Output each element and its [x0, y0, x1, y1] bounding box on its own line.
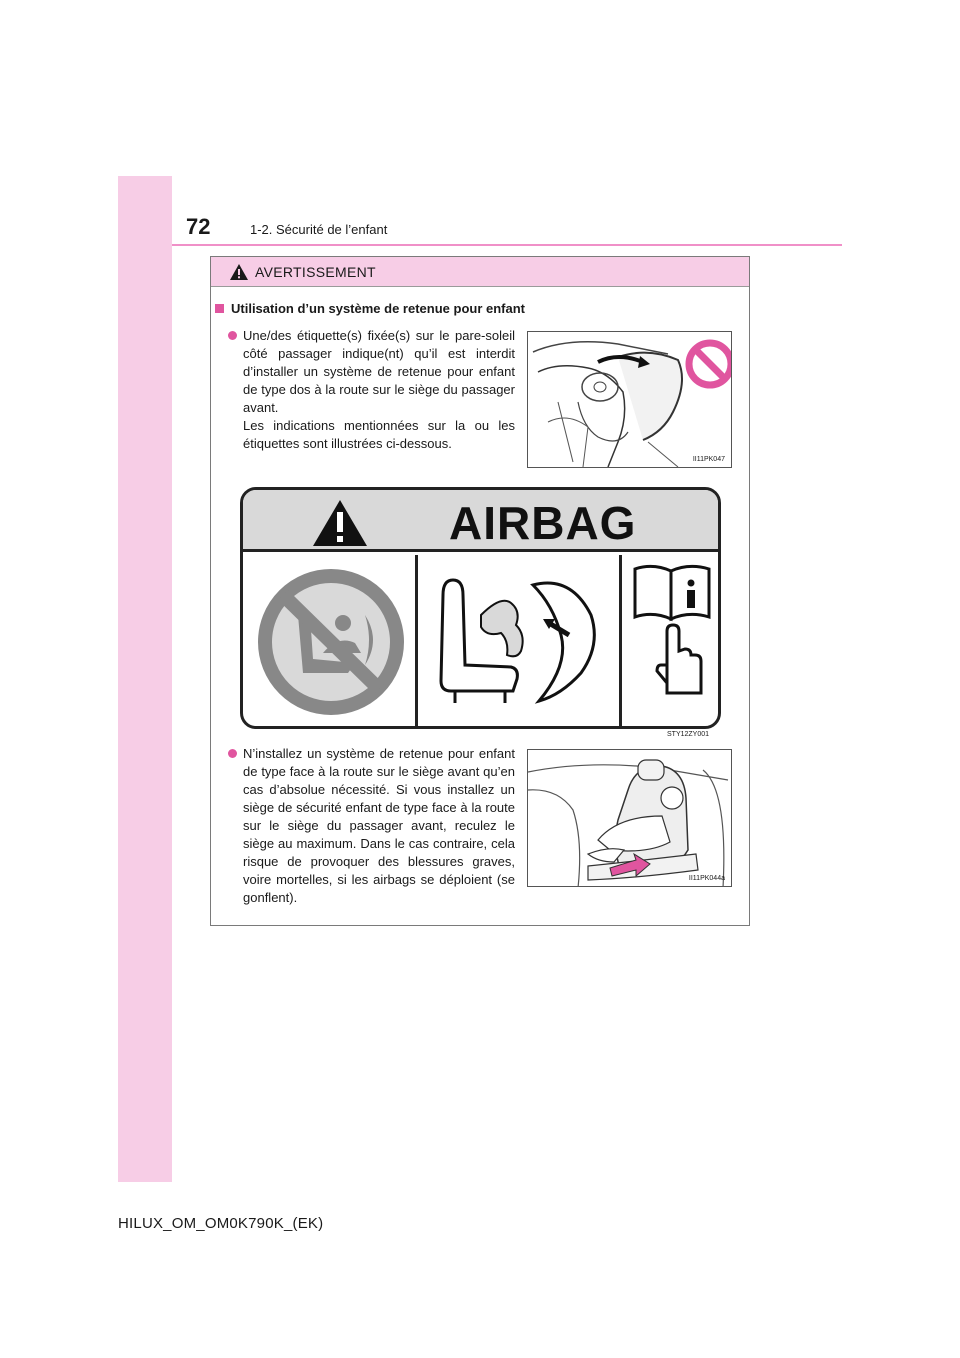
forward-facing-child-seat-illustration — [528, 750, 732, 887]
page-number: 72 — [186, 214, 211, 239]
bullet-text: Une/des étiquette(s) fixée(s) sur le pare-soleil côté passager indique(nt) qu’il est interdit d’installer un système de retenue pour enfant de type dos à la route sur le siège du passager avant. — [243, 328, 515, 415]
subheading-text: Utilisation d’un système de retenue pour enfant — [231, 301, 525, 316]
airbag-deploy-panel — [421, 555, 622, 729]
bullet-text-continued: Les indications mentionnées sur la ou les étiquettes sont illustrées ci-dessous. — [243, 418, 515, 451]
warning-box — [210, 256, 750, 926]
airbag-warning-label — [240, 487, 721, 729]
sun-visor-illustration — [527, 331, 732, 468]
prohibited-child-seat-icon — [243, 555, 418, 729]
bullet-forward-facing-seat — [243, 745, 515, 907]
read-manual-panel — [625, 555, 721, 729]
read-manual-icon — [625, 555, 721, 729]
warning-title: AVERTISSEMENT — [255, 263, 376, 280]
figure-code: II11PK044a — [688, 875, 725, 882]
round-bullet-icon — [228, 749, 237, 758]
warning-header — [211, 257, 749, 287]
header-divider — [172, 244, 842, 246]
warning-subheading — [215, 301, 525, 316]
airbag-deploy-icon — [421, 555, 622, 729]
child-seat-illustration — [527, 749, 732, 887]
figure-code: II11PK047 — [692, 456, 725, 463]
airbag-label-header — [243, 490, 718, 552]
airbag-warning-triangle-icon — [311, 498, 369, 548]
bullet-text: N’installez un système de retenue pour enfant de type face à la route sur le siège avant qu’en cas d’absolue nécessité. Si vous installez un siège de sécurité enfant de type face à la route sur le siège du passager avant, reculez le siège au maximum. Dans le cas contraire, cela risque de provoquer des blessures graves, voire mortelles, si les airbags se déploient (se gonflent). — [243, 746, 515, 905]
chapter-tab-strip — [118, 176, 172, 1182]
round-bullet-icon — [228, 331, 237, 340]
no-rear-facing-seat-panel — [243, 555, 418, 729]
document-code: HILUX_OM_OM0K790K_(EK) — [118, 1215, 324, 1232]
label-figure-code: STY12ZY001 — [667, 731, 710, 738]
section-title: 1-2. Sécurité de l’enfant — [250, 222, 388, 237]
warning-triangle-icon — [229, 263, 249, 281]
airbag-word: AIRBAG — [449, 497, 637, 549]
bullet-sun-visor-label — [243, 327, 515, 453]
square-bullet-icon — [215, 304, 224, 313]
dashboard-prohibited-illustration — [528, 332, 732, 468]
